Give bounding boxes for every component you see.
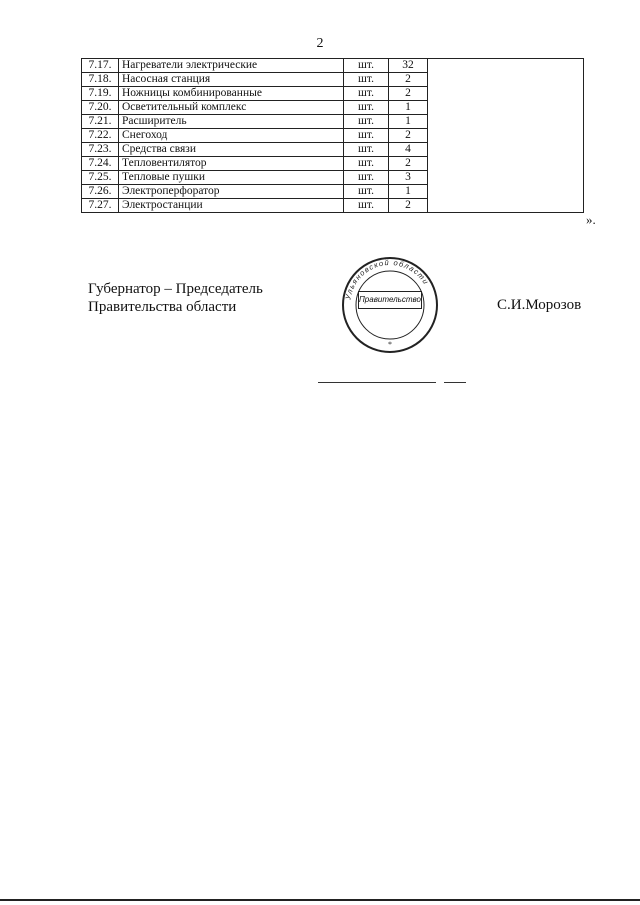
item-unit: шт. xyxy=(344,73,389,87)
item-number: 7.23. xyxy=(82,143,119,157)
item-quantity: 1 xyxy=(389,115,428,129)
item-unit: шт. xyxy=(344,143,389,157)
seal-ring-text: Ульяновской области xyxy=(343,257,431,301)
item-name: Снегоход xyxy=(119,129,344,143)
item-unit: шт. xyxy=(344,115,389,129)
item-number: 7.19. xyxy=(82,87,119,101)
item-name: Электростанции xyxy=(119,199,344,213)
svg-text:*: * xyxy=(388,340,392,349)
signature-title-line2: Правительства области xyxy=(88,299,237,315)
items-table-body xyxy=(82,59,584,213)
item-quantity: 2 xyxy=(389,157,428,171)
item-name: Насосная станция xyxy=(119,73,344,87)
item-name: Нагреватели электрические xyxy=(119,59,344,73)
page-number: 2 xyxy=(316,36,324,51)
item-quantity: 3 xyxy=(389,171,428,185)
item-number: 7.24. xyxy=(82,157,119,171)
merged-blank-cell xyxy=(428,59,584,213)
item-number: 7.25. xyxy=(82,171,119,185)
item-unit: шт. xyxy=(344,101,389,115)
items-table xyxy=(81,58,584,213)
item-number: 7.22. xyxy=(82,129,119,143)
item-unit: шт. xyxy=(344,59,389,73)
item-name: Электроперфоратор xyxy=(119,185,344,199)
item-name: Ножницы комбинированные xyxy=(119,87,344,101)
seal-center-text: Правительство xyxy=(359,295,421,304)
item-unit: шт. xyxy=(344,129,389,143)
divider-line-short xyxy=(444,382,466,383)
item-number: 7.20. xyxy=(82,101,119,115)
item-name: Тепловые пушки xyxy=(119,171,344,185)
signature-title-line1: Губернатор – Председатель xyxy=(88,281,263,297)
item-quantity: 2 xyxy=(389,199,428,213)
item-quantity: 32 xyxy=(389,59,428,73)
item-quantity: 1 xyxy=(389,101,428,115)
item-unit: шт. xyxy=(344,171,389,185)
item-quantity: 1 xyxy=(389,185,428,199)
closing-quote: ». xyxy=(586,212,596,227)
item-unit: шт. xyxy=(344,157,389,171)
table-row xyxy=(82,59,584,73)
item-name: Осветительный комплекс xyxy=(119,101,344,115)
item-unit: шт. xyxy=(344,185,389,199)
item-name: Расширитель xyxy=(119,115,344,129)
item-name: Тепловентилятор xyxy=(119,157,344,171)
item-number: 7.27. xyxy=(82,199,119,213)
item-number: 7.18. xyxy=(82,73,119,87)
item-unit: шт. xyxy=(344,87,389,101)
item-number: 7.17. xyxy=(82,59,119,73)
divider-line xyxy=(318,382,436,383)
item-number: 7.21. xyxy=(82,115,119,129)
item-quantity: 2 xyxy=(389,73,428,87)
item-unit: шт. xyxy=(344,199,389,213)
item-quantity: 2 xyxy=(389,87,428,101)
official-seal xyxy=(340,255,440,355)
signer-name: С.И.Морозов xyxy=(497,297,582,313)
item-quantity: 4 xyxy=(389,143,428,157)
item-name: Средства связи xyxy=(119,143,344,157)
signature-title xyxy=(88,280,263,316)
bottom-border xyxy=(0,899,640,901)
item-number: 7.26. xyxy=(82,185,119,199)
item-quantity: 2 xyxy=(389,129,428,143)
